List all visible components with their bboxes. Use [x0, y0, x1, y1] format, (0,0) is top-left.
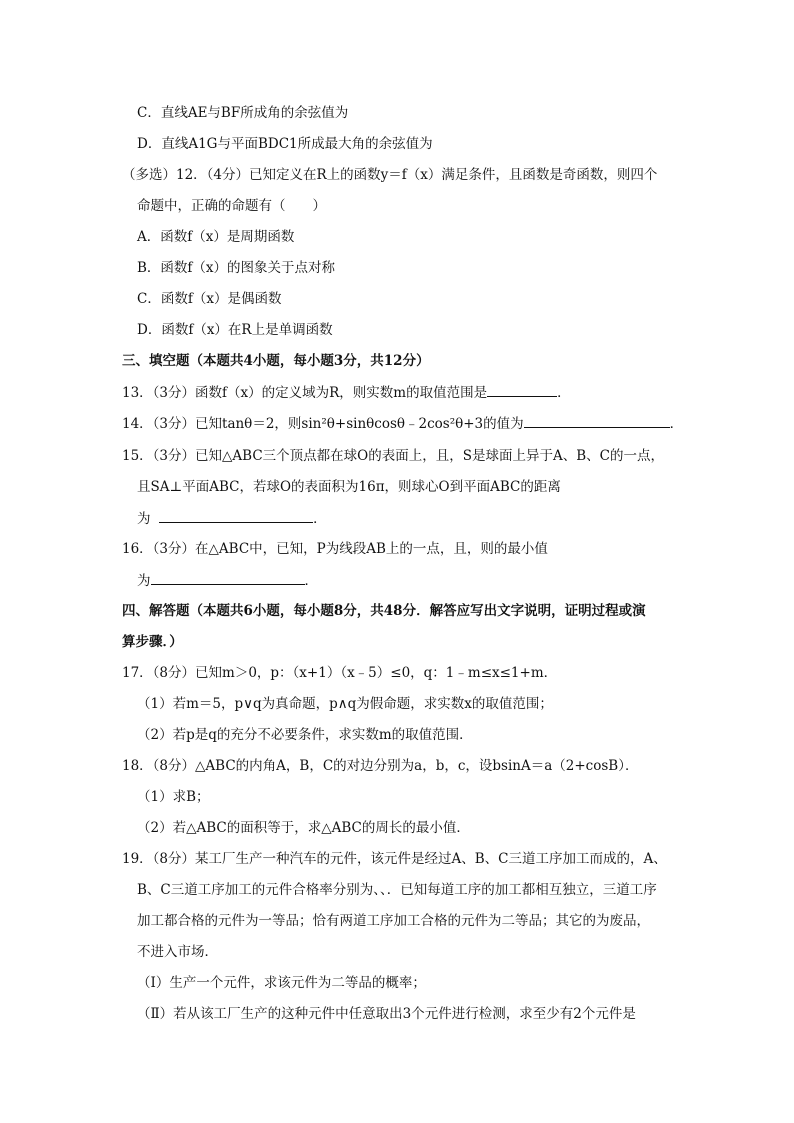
question-19-line-3: 加工都合格的元件为一等品；恰有两道工序加工合格的元件为二等品；其它的为废品，: [137, 913, 650, 929]
question-19-part-2: （Ⅱ）若从该工厂生产的这种元件中任意取出3个元件进行检测，求至少有2个元件是: [137, 1006, 636, 1022]
question-16-line-2: 为 ．: [137, 570, 318, 591]
question-19-line-4: 不进入市场．: [137, 944, 218, 960]
answer-blank: [151, 570, 305, 585]
question-12-option-a: A．函数f（x）是周期函数: [137, 229, 295, 245]
question-15-line-2: 且SA⊥平面ABC，若球O的表面积为16π，则球心O到平面ABC的距离: [137, 479, 561, 495]
question-14: 14．（3分）已知tanθ＝2，则sin²θ+sinθcosθ﹣2cos²θ+3的值为 ．: [122, 413, 683, 434]
question-15-line-3: 为 ．: [137, 508, 327, 529]
answer-blank: [487, 382, 557, 397]
section-4-heading-cont: 算步骤．）: [122, 634, 183, 650]
question-17-part-2: （2）若p是q的充分不必要条件，求实数m的取值范围．: [137, 727, 473, 743]
section-3-heading: 三、填空题（本题共4小题，每小题3分，共12分）: [122, 353, 430, 369]
option-d-line: D．直线A1G与平面BDC1所成最大角的余弦值为: [137, 136, 433, 152]
question-18: 18．（8分）△ABC的内角A，B，C的对边分别为a，b，c，设bsinA＝a（2+cosB）．: [122, 758, 639, 774]
question-16-prefix: 为: [137, 573, 151, 589]
question-19-line-1: 19．（8分）某工厂生产一种汽车的元件，该元件是经过A、B、C三道工序加工而成的，A、: [122, 851, 667, 867]
question-12-stem: （多选）12．（4分）已知定义在R上的函数y＝f（x）满足条件，且函数是奇函数，则四个: [122, 167, 658, 183]
question-18-part-1: （1）求B；: [137, 789, 210, 805]
question-16-line-1: 16．（3分）在△ABC中，已知，P为线段AB上的一点，且，则的最小值: [122, 541, 548, 557]
answer-blank: [159, 508, 313, 523]
question-18-part-2: （2）若△ABC的面积等于，求△ABC的周长的最小值．: [137, 820, 470, 836]
question-19-part-1: （Ⅰ）生产一个元件，求该元件为二等品的概率；: [137, 975, 426, 991]
question-17: 17．（8分）已知m＞0，p：（x+1）（x﹣5）≤0，q：1﹣m≤x≤1+m．: [122, 665, 558, 681]
answer-blank: [524, 413, 670, 428]
question-13: 13．（3分）函数f（x）的定义域为R，则实数m的取值范围是 ．: [122, 382, 571, 403]
question-15-prefix: 为: [137, 511, 151, 527]
question-12-stem-cont: 命题中，正确的命题有（ ）: [137, 198, 326, 214]
question-19-line-2: B、C三道工序加工的元件合格率分别为、、．已知每道工序的加工都相互独立，三道工序: [137, 882, 657, 898]
section-4-heading: 四、解答题（本题共6小题，每小题8分，共48分．解答应写出文字说明，证明过程或演: [122, 603, 646, 619]
question-14-text: 14．（3分）已知tanθ＝2，则sin²θ+sinθcosθ﹣2cos²θ+3的值为: [122, 416, 524, 432]
question-12-option-d: D．函数f（x）在R上是单调函数: [137, 322, 333, 338]
question-12-option-b: B．函数f（x）的图象关于点对称: [137, 260, 336, 276]
question-13-text: 13．（3分）函数f（x）的定义域为R，则实数m的取值范围是: [122, 385, 488, 401]
question-15-line-1: 15．（3分）已知△ABC三个顶点都在球O的表面上，且，S是球面上异于A、B、C的一点，: [122, 448, 664, 464]
question-12-option-c: C．函数f（x）是偶函数: [137, 291, 282, 307]
option-c-line: C．直线AE与BF所成角的余弦值为: [137, 105, 349, 121]
question-17-part-1: （1）若m＝5，p∨q为真命题，p∧q为假命题，求实数x的取值范围；: [137, 696, 553, 712]
